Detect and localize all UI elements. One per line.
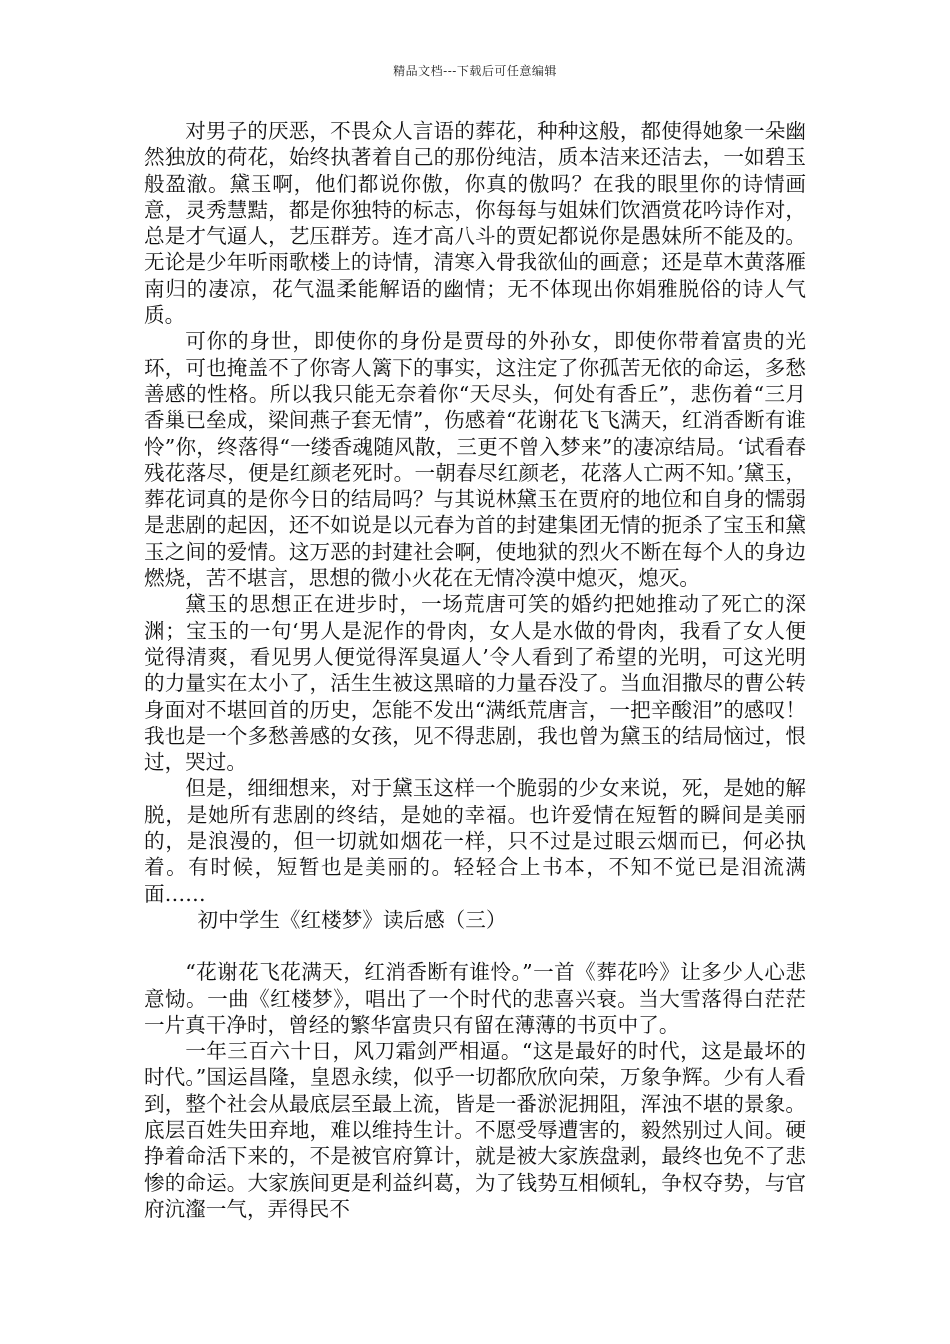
paragraph: 黛玉的思想正在进步时，一场荒唐可笑的婚约把她推动了死亡的深渊；宝玉的一句‘男人是泥作的骨肉，女人是水做的骨肉，我看了女人便觉得清爽，看见男人便觉得浑臭逼人’令人看到了希望的光明，可这光明的力量实在太小了，活生生被这黑暗的力量吞没了。当血泪撒尽的曹公转身面对不堪回首的历史，怎能不发出“满纸荒唐言，一把辛酸泪”的感叹！我也是一个多愁善感的女孩，见不得悲剧，我也曾为黛玉的结局恼过，恨过，哭过。 [144, 592, 806, 775]
paragraph: 对男子的厌恶，不畏众人言语的葬花，种种这般，都使得她象一朵幽然独放的荷花，始终执著着自己的那份纯洁，质本洁来还洁去，一如碧玉般盈澈。黛玉啊，他们都说你傲，你真的傲吗？在我的眼里你的诗情画意，灵秀慧黠，都是你独特的标志，你每每与姐妹们饮酒赏花吟诗作对，总是才气逼人，艺压群芳。连才高八斗的贾妃都说你是愚妹所不能及的。无论是少年听雨歌楼上的诗情，清寒入骨我欲仙的画意；还是草木黄落雁南归的凄凉，花气温柔能解语的幽情；无不体现出你娟雅脱俗的诗人气质。 [144, 119, 806, 328]
document-body [144, 118, 806, 1222]
paragraph: “花谢花飞花满天，红消香断有谁怜。”一首《葬花吟》让多少人心悲意恸。一曲《红楼梦》，唱出了一个时代的悲喜兴衰。当大雪落得白茫茫一片真干净时，曾经的繁华富贵只有留在薄薄的书页中了。 [144, 960, 806, 1037]
paragraph: 但是，细细想来，对于黛玉这样一个脆弱的少女来说，死，是她的解脱，是她所有悲剧的终结，是她的幸福。也许爱情在短暂的瞬间是美丽的，是浪漫的，但一切就如烟花一样，只不过是过眼云烟而已，何必执着。有时候，短暂也是美丽的。轻轻合上书本，不知不觉已是泪流满面…… [144, 776, 806, 906]
section-subtitle: 初中学生《红楼梦》读后感（三） [197, 907, 507, 932]
paragraph: 一年三百六十日，风刀霜剑严相逼。“这是最好的时代，这是最坏的时代。”国运昌隆，皇恩永续，似乎一切都欣欣向荣，万象争辉。少有人看到，整个社会从最底层至最上流，皆是一番淤泥拥阻，浑浊不堪的景象。底层百姓失田弃地，难以维持生计。不愿受辱遭害的，毅然别过人间。硬挣着命活下来的，不是被官府算计，就是被大家族盘剥，最终也免不了悲惨的命运。大家族间更是利益纠葛，为了钱势互相倾轧，争权夺势，与官府沆瀣一气，弄得民不 [144, 1039, 806, 1221]
page-header: 精品文档---下载后可任意编辑 [393, 64, 557, 78]
paragraph: 可你的身世，即使你的身份是贾母的外孙女，即使你带着富贵的光环，可也掩盖不了你寄人篱下的事实，这注定了你孤苦无依的命运，多愁善感的性格。所以我只能无奈着你“天尽头，何处有香丘”，悲伤着“三月香巢已垒成，梁间燕子套无情”，伤感着“花谢花飞飞满天，红消香断有谁怜”你，终落得“一缕香魂随风散，三更不曾入梦来”的凄凉结局。‘试看春残花落尽，便是红颜老死时。一朝春尽红颜老，花落人亡两不知。’黛玉，葬花词真的是你今日的结局吗？与其说林黛玉在贾府的地位和自身的懦弱是悲剧的起因，还不如说是以元春为首的封建集团无情的扼杀了宝玉和黛玉之间的爱情。这万恶的封建社会啊，使地狱的烈火不断在每个人的身边燃烧，苦不堪言，思想的微小火花在无情冷漠中熄灭，熄灭。 [144, 329, 806, 591]
